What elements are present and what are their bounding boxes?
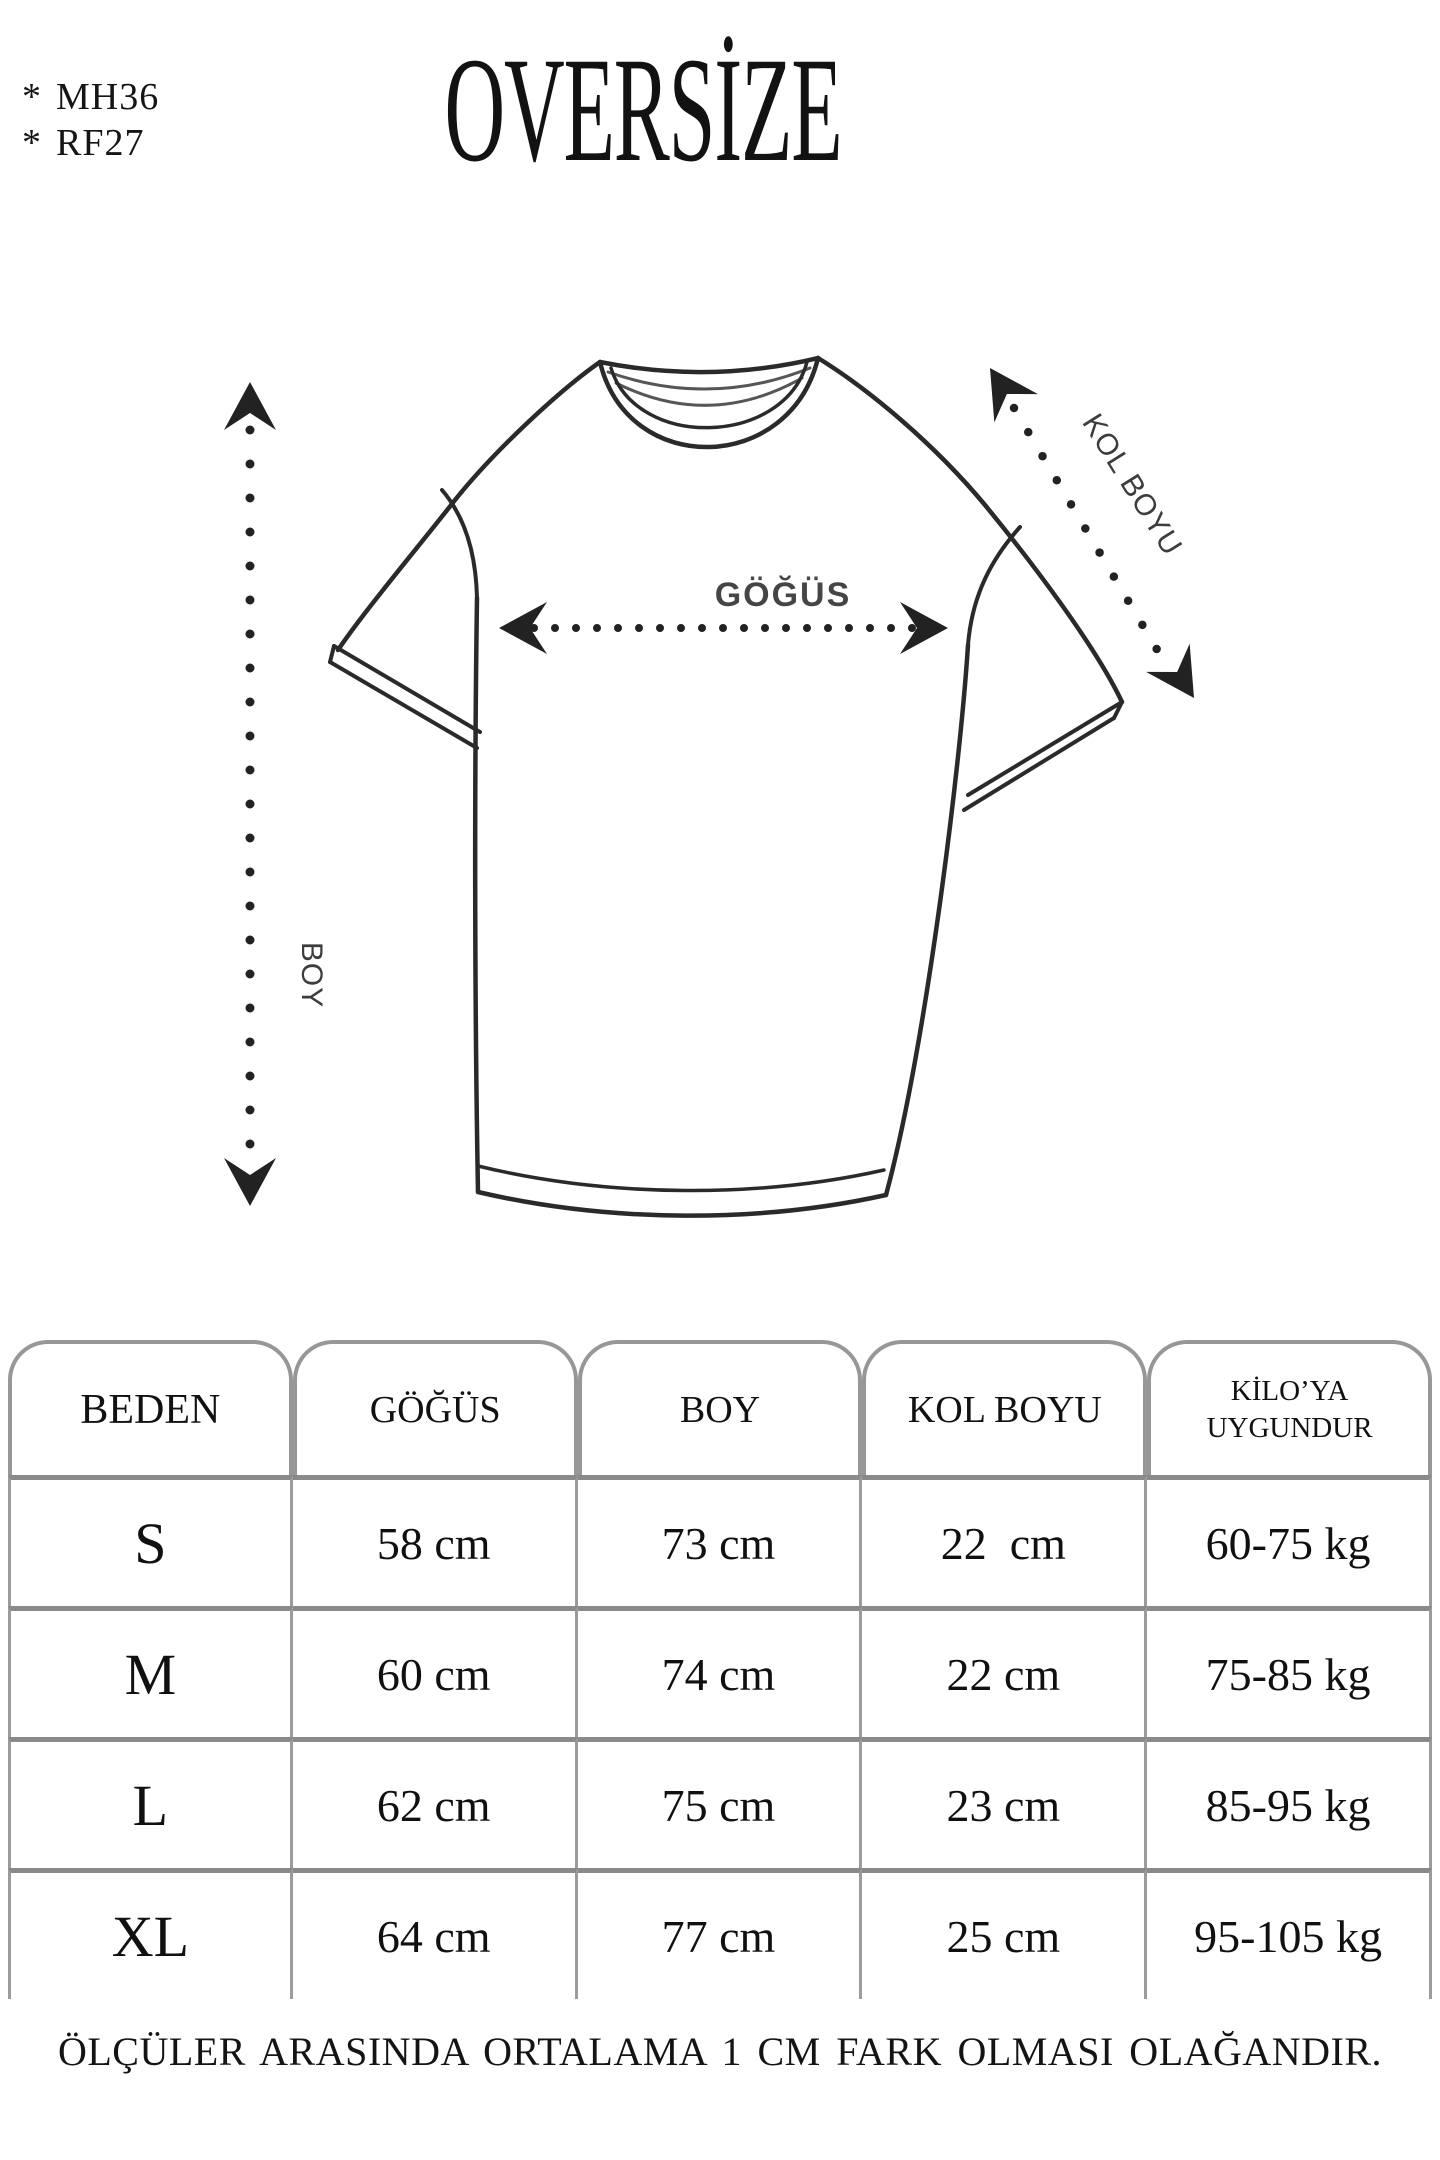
table-cell-length: 75 cm [578, 1737, 863, 1868]
table-cell-sleeve: 22 cm [862, 1606, 1147, 1737]
product-code: MH36 [56, 76, 160, 118]
column-header-label: KOL BOYU [907, 1388, 1102, 1431]
table-cell-weight: 60-75 kg [1147, 1475, 1432, 1606]
column-header-kiloya-uygundur [1147, 1340, 1432, 1475]
table-cell-size: L [8, 1737, 293, 1868]
table-cell-chest: 60 cm [293, 1606, 578, 1737]
chest-label: GÖĞÜS [714, 576, 852, 614]
table-cell-chest: 58 cm [293, 1475, 578, 1606]
product-codes [22, 74, 159, 166]
table-cell-size: XL [8, 1868, 293, 1999]
asterisk: * [22, 76, 42, 118]
tshirt-measurement-diagram [0, 250, 1440, 1260]
table-cell-size: S [8, 1475, 293, 1606]
tshirt-outline [330, 358, 1122, 1216]
column-header-boy [578, 1340, 863, 1475]
column-header-label: KİLO’YA UYGUNDUR [1206, 1375, 1373, 1444]
arrowhead-up [224, 382, 276, 430]
arrowhead-down-right [1146, 644, 1216, 713]
column-header-label: BEDEN [80, 1386, 221, 1433]
tshirt-sketch [0, 250, 1440, 1260]
arrowhead-down [224, 1158, 276, 1206]
length-arrow [224, 382, 328, 1206]
length-label: BOY [295, 941, 328, 1009]
table-cell-size: M [8, 1606, 293, 1737]
chest-arrow [499, 576, 948, 654]
asterisk: * [22, 122, 42, 164]
column-header-label: GÖĞÜS [369, 1388, 501, 1431]
table-cell-chest: 64 cm [293, 1868, 578, 1999]
column-header-label: BOY [679, 1388, 761, 1431]
arrowhead-up-left [968, 354, 1038, 423]
table-cell-sleeve: 22 cm [862, 1475, 1147, 1606]
table-cell-length: 77 cm [578, 1868, 863, 1999]
page-title-wrap [289, 27, 998, 193]
table-cell-weight: 85-95 kg [1147, 1737, 1432, 1868]
product-code-line [22, 120, 159, 166]
table-cell-sleeve: 23 cm [862, 1737, 1147, 1868]
column-header-gogus [293, 1340, 578, 1475]
column-header-kol-boyu [862, 1340, 1147, 1475]
table-cell-weight: 95-105 kg [1147, 1868, 1432, 1999]
page-title: OVERSİZE [444, 27, 842, 193]
table-cell-chest: 62 cm [293, 1737, 578, 1868]
product-code-line [22, 74, 159, 120]
column-header-beden [8, 1340, 293, 1475]
arrowhead-right [900, 602, 948, 654]
product-code: RF27 [56, 122, 145, 164]
sleeve-label: KOL BOYU [1075, 408, 1189, 562]
arrowhead-left [499, 602, 547, 654]
size-table [8, 1340, 1432, 1999]
table-cell-weight: 75-85 kg [1147, 1606, 1432, 1737]
table-cell-length: 74 cm [578, 1606, 863, 1737]
table-cell-sleeve: 25 cm [862, 1868, 1147, 1999]
tolerance-note: ÖLÇÜLER ARASINDA ORTALAMA 1 CM FARK OLMASI OLAĞANDIR. [57, 2029, 1383, 2074]
table-cell-length: 73 cm [578, 1475, 863, 1606]
